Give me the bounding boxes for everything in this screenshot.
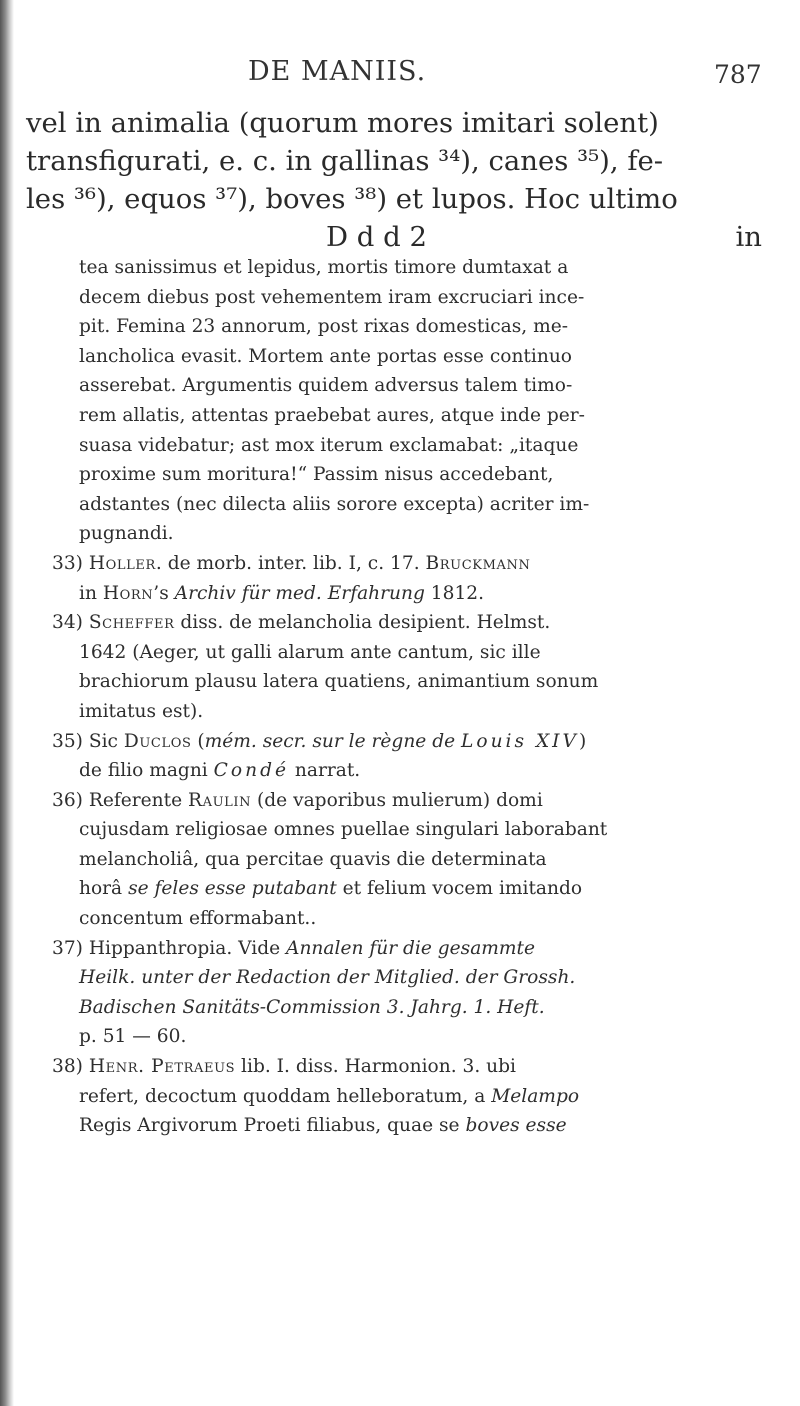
note-number: 33) — [52, 552, 83, 574]
page-number: 787 — [714, 60, 762, 89]
main-text-line: transfigurati, e. c. in gallinas ³⁴), canes ³⁵), fe- — [26, 145, 664, 177]
emphasis: se feles esse putabant — [128, 878, 337, 900]
author-name: Horn — [102, 582, 154, 604]
note-text: Regis Argivorum Proeti filiabus, quae se — [79, 1115, 466, 1137]
note-text: Referente — [88, 789, 188, 811]
note-cont-line: pugnandi. — [79, 523, 174, 545]
note-cont-line: asserebat. Argumentis quidem adversus talem timo- — [79, 375, 573, 397]
note-text: . de morb. inter. lib. I, c. 17. — [155, 552, 426, 574]
note-cont-line: lancholica evasit. Mortem ante portas esse continuo — [79, 345, 572, 367]
footnote-33 — [52, 549, 782, 579]
book-title: mém. secr. sur le règne de — [204, 730, 462, 752]
note-number: 37) — [52, 937, 83, 959]
main-text-line: vel in animalia (quorum mores imitari solent) — [26, 107, 659, 139]
footnote-37-line: Badischen Sanitäts-Commission 3. Jahrg. 1. Heft. — [79, 996, 545, 1018]
note-text: ’s — [153, 582, 175, 604]
footnote-36-line: cujusdam religiosae omnes puellae singulari laborabant — [79, 819, 608, 841]
note-text: Hippanthropia. Vide — [88, 937, 287, 959]
main-text — [26, 104, 778, 256]
footnote-38 — [52, 1052, 782, 1082]
note-text: de filio magni — [79, 760, 214, 782]
footnote-38-line — [52, 1111, 782, 1141]
note-cont-line: rem allatis, attentas praebebat aures, atque inde per- — [79, 404, 585, 426]
note-cont-line: decem diebus post vehementem iram excruciari ince- — [79, 286, 585, 308]
person-name: Condé — [213, 760, 289, 782]
note-text: horâ — [79, 878, 129, 900]
note-cont-line: proxime sum moritura!“ Passim nisus accedebant, — [79, 464, 554, 486]
note-text: ( — [191, 730, 205, 752]
signature-mark: D d d 2 — [326, 221, 427, 253]
footnote-36-line: melancholiâ, qua percitae quavis die determinata — [79, 848, 547, 870]
footnote-36-line: concentum efformabant.. — [79, 908, 317, 930]
footnote-35 — [52, 727, 782, 757]
person-name: Melampo — [491, 1085, 580, 1107]
footnote-34-line: 1642 (Aeger, ut galli alarum ante cantum, sic ille — [79, 641, 541, 663]
note-text: refert, decoctum quoddam helleboratum, a — [79, 1085, 492, 1107]
footnote-34 — [52, 608, 782, 638]
note-text: lib. I. diss. Harmonion. 3. ubi — [235, 1056, 516, 1078]
author-name: Holler — [88, 552, 156, 574]
note-text: et felium vocem imitando — [336, 878, 583, 900]
footnote-34-line: imitatus est). — [79, 700, 204, 722]
author-name: Henr. Petraeus — [88, 1056, 236, 1078]
person-name: Louis XIV — [461, 730, 579, 752]
author-name: Bruckmann — [425, 552, 531, 574]
journal-title: Annalen für die gesammte — [286, 937, 536, 959]
note-text: (de vaporibus mulierum) domi — [251, 789, 543, 811]
journal-title: Archiv für med. Erfahrung — [174, 582, 425, 604]
note-text: narrat. — [288, 760, 361, 782]
note-cont-line: adstantes (nec dilecta aliis sorore excepta) acriter im- — [79, 493, 590, 515]
footnotes — [52, 253, 782, 1141]
footnote-36-line — [52, 874, 782, 904]
footnote-37-line: p. 51 — 60. — [79, 1026, 187, 1048]
note-text: in — [79, 582, 103, 604]
author-name: Raulin — [188, 789, 252, 811]
note-text: 1812. — [424, 582, 485, 604]
note-cont-line: pit. Femina 23 annorum, post rixas domesticas, me- — [79, 316, 569, 338]
signature-row — [26, 218, 778, 256]
note-number: 34) — [52, 612, 83, 634]
main-text-line: les ³⁶), equos ³⁷), boves ³⁸) et lupos. Hoc ultimo — [26, 183, 678, 215]
note-cont-line: tea sanissimus et lepidus, mortis timore dumtaxat a — [79, 257, 569, 278]
running-head: DE MANIIS. — [248, 56, 427, 87]
note-number: 38) — [52, 1056, 83, 1078]
note-number: 36) — [52, 789, 83, 811]
footnote-37-line: Heilk. unter der Redaction der Mitglied. der Grossh. — [79, 967, 576, 989]
footnote-36 — [52, 786, 782, 816]
catchword: in — [735, 221, 762, 253]
note-cont-line: suasa videbatur; ast mox iterum exclamabat: „itaque — [79, 434, 579, 456]
author-name: Duclos — [123, 730, 192, 752]
emphasis: boves esse — [465, 1115, 567, 1137]
footnote-35-line — [52, 756, 782, 786]
footnote-34-line: brachiorum plausu latera quatiens, animantium sonum — [79, 671, 599, 693]
note-number: 35) — [52, 730, 83, 752]
note-text: ) — [578, 730, 587, 752]
footnote-33-line — [52, 579, 782, 609]
note-text: Sic — [88, 730, 124, 752]
note-text: diss. de melancholia desipient. Helmst. — [174, 612, 551, 634]
footnote-38-line — [52, 1082, 782, 1112]
footnote-37 — [52, 934, 782, 964]
author-name: Scheffer — [88, 612, 175, 634]
